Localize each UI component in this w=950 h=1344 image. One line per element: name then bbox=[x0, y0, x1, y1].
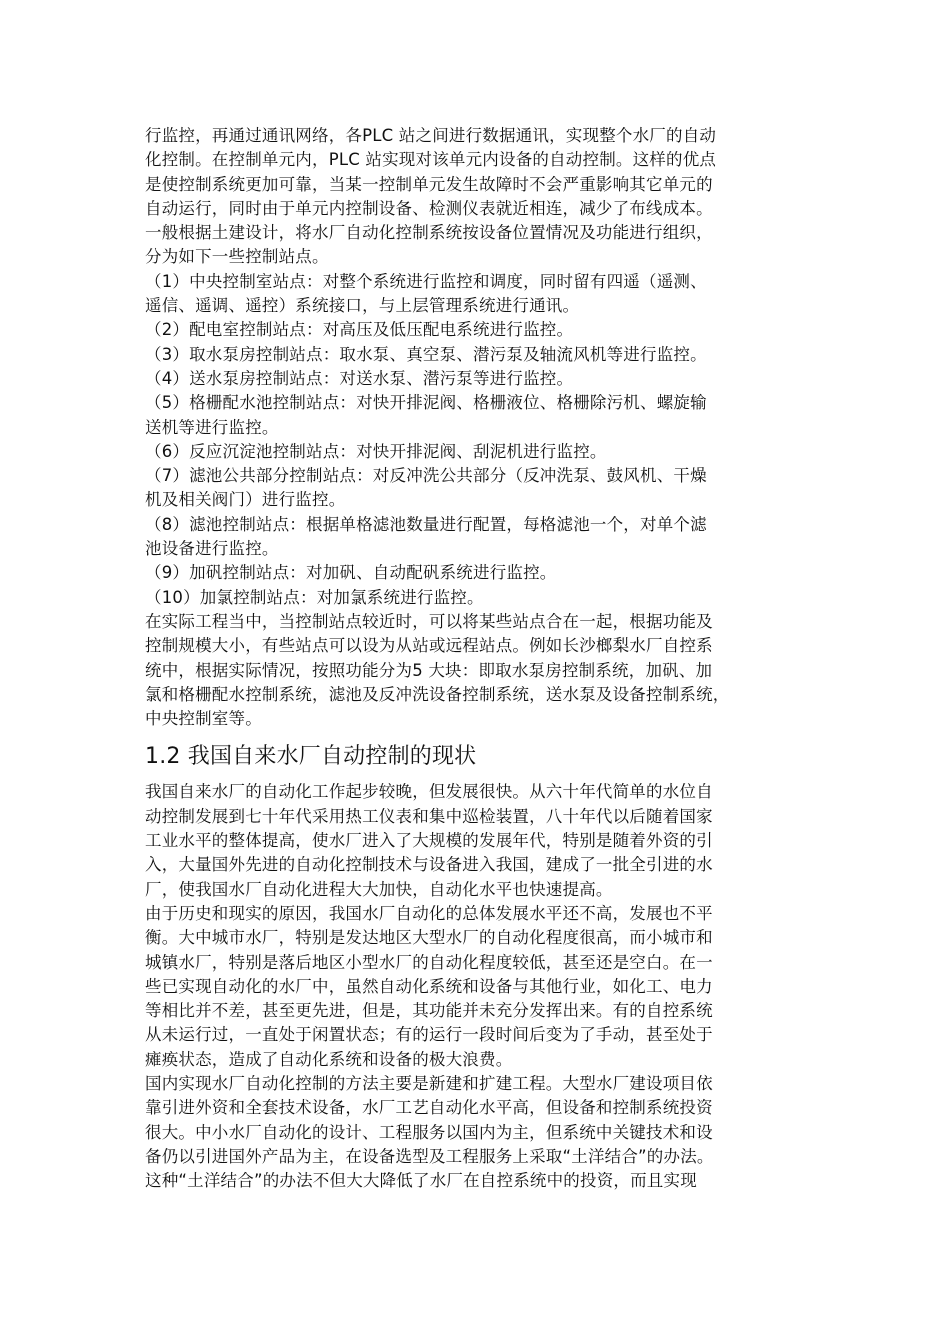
text-line: （7）滤池公共部分控制站点：对反冲洗公共部分（反冲洗泵、鼓风机、干燥 bbox=[145, 466, 707, 486]
text-line: 这种“土洋结合”的办法不但大大降低了水厂在自控系统中的投资，而且实现 bbox=[145, 1171, 697, 1191]
text-line: 池设备进行监控。 bbox=[145, 539, 279, 559]
text-line: 氯和格栅配水控制系统，滤池及反冲洗设备控制系统，送水泵及设备控制系统， bbox=[145, 684, 730, 704]
paragraph-block-status bbox=[145, 780, 810, 1193]
text-line: 些已实现自动化的水厂中，虽然自动化系统和设备与其他行业，如化工、电力 bbox=[145, 976, 713, 996]
text-line: 城镇水厂，特别是落后地区小型水厂的自动化程度较低，甚至还是空白。在一 bbox=[145, 952, 713, 972]
text-line: 送机等进行监控。 bbox=[145, 417, 279, 437]
text-line: 分为如下一些控制站点。 bbox=[145, 247, 329, 267]
text-line: 遥信、遥调、遥控）系统接口，与上层管理系统进行通讯。 bbox=[145, 296, 580, 316]
text-line: 备仍以引进国外产品为主，在设备选型及工程服务上采取“土洋结合”的办法。 bbox=[145, 1146, 714, 1166]
text-line: 控制规模大小，有些站点可以设为从站或远程站点。例如长沙榔梨水厂自控系 bbox=[145, 636, 713, 656]
text-line: （1）中央控制室站点：对整个系统进行监控和调度，同时留有四遥（遥测、 bbox=[145, 271, 707, 291]
document-body bbox=[145, 124, 810, 1193]
text-line: 工业水平的整体提高，使水厂进入了大规模的发展年代，特别是随着外资的引 bbox=[145, 831, 713, 851]
text-line: 瘫痪状态，造成了自动化系统和设备的极大浪费。 bbox=[145, 1049, 513, 1069]
text-line: （2）配电室控制站点：对高压及低压配电系统进行监控。 bbox=[145, 320, 574, 340]
text-line: 是使控制系统更加可靠，当某一控制单元发生故障时不会严重影响其它单元的 bbox=[145, 174, 713, 194]
text-line: （3）取水泵房控制站点：取水泵、真空泵、潜污泵及轴流风机等进行监控。 bbox=[145, 344, 707, 364]
text-line: 中央控制室等。 bbox=[145, 709, 262, 729]
section-heading: 1.2 我国自来水厂自动控制的现状 bbox=[145, 744, 477, 770]
text-line: 行监控，再通过通讯网络，各PLC 站之间进行数据通讯，实现整个水厂的自动 bbox=[145, 126, 717, 145]
text-line: 衡。大中城市水厂，特别是发达地区大型水厂的自动化程度很高，而小城市和 bbox=[145, 928, 713, 948]
text-line: 一般根据土建设计，将水厂自动化控制系统按设备位置情况及功能进行组织， bbox=[145, 223, 713, 243]
text-line: 统中，根据实际情况，按照功能分为5 大块：即取水泵房控制系统，加矾、加 bbox=[145, 660, 713, 680]
text-line: 从未运行过，一直处于闲置状态；有的运行一段时间后变为了手动，甚至处于 bbox=[145, 1025, 713, 1045]
text-line: 国内实现水厂自动化控制的方法主要是新建和扩建工程。大型水厂建设项目依 bbox=[145, 1073, 713, 1093]
text-line: 等相比并不差，甚至更先进，但是，其功能并未充分发挥出来。有的自控系统 bbox=[145, 1001, 713, 1021]
text-line: 由于历史和现实的原因，我国水厂自动化的总体发展水平还不高，发展也不平 bbox=[145, 903, 713, 923]
text-line: 我国自来水厂的自动化工作起步较晚，但发展很快。从六十年代简单的水位自 bbox=[145, 782, 713, 802]
text-line: 动控制发展到七十年代采用热工仪表和集中巡检装置，八十年代以后随着国家 bbox=[145, 806, 713, 826]
text-line: 化控制。在控制单元内，PLC 站实现对该单元内设备的自动控制。这样的优点 bbox=[145, 150, 717, 170]
text-line: 自动运行，同时由于单元内控制设备、检测仪表就近相连，减少了布线成本。 bbox=[145, 198, 713, 218]
text-line: （6）反应沉淀池控制站点：对快开排泥阀、刮泥机进行监控。 bbox=[145, 441, 607, 461]
text-line: 靠引进外资和全套技术设备，水厂工艺自动化水平高，但设备和控制系统投资 bbox=[145, 1098, 713, 1118]
text-line: （10）加氯控制站点：对加氯系统进行监控。 bbox=[145, 587, 484, 607]
text-line: （9）加矾控制站点：对加矾、自动配矾系统进行监控。 bbox=[145, 563, 557, 583]
text-line: 厂，使我国水厂自动化进程大大加快，自动化水平也快速提高。 bbox=[145, 879, 613, 899]
text-line: （4）送水泵房控制站点：对送水泵、潜污泵等进行监控。 bbox=[145, 368, 574, 388]
paragraph-block-stations bbox=[145, 124, 810, 731]
text-line: （8）滤池控制站点：根据单格滤池数量进行配置，每格滤池一个，对单个滤 bbox=[145, 514, 707, 534]
text-line: 很大。中小水厂自动化的设计、工程服务以国内为主，但系统中关键技术和设 bbox=[145, 1122, 713, 1142]
text-line: 在实际工程当中，当控制站点较近时，可以将某些站点合在一起，根据功能及 bbox=[145, 611, 713, 631]
text-line: 入，大量国外先进的自动化控制技术与设备进入我国，建成了一批全引进的水 bbox=[145, 855, 713, 875]
text-line: 机及相关阀门）进行监控。 bbox=[145, 490, 346, 510]
text-line: （5）格栅配水池控制站点：对快开排泥阀、格栅液位、格栅除污机、螺旋输 bbox=[145, 393, 707, 413]
